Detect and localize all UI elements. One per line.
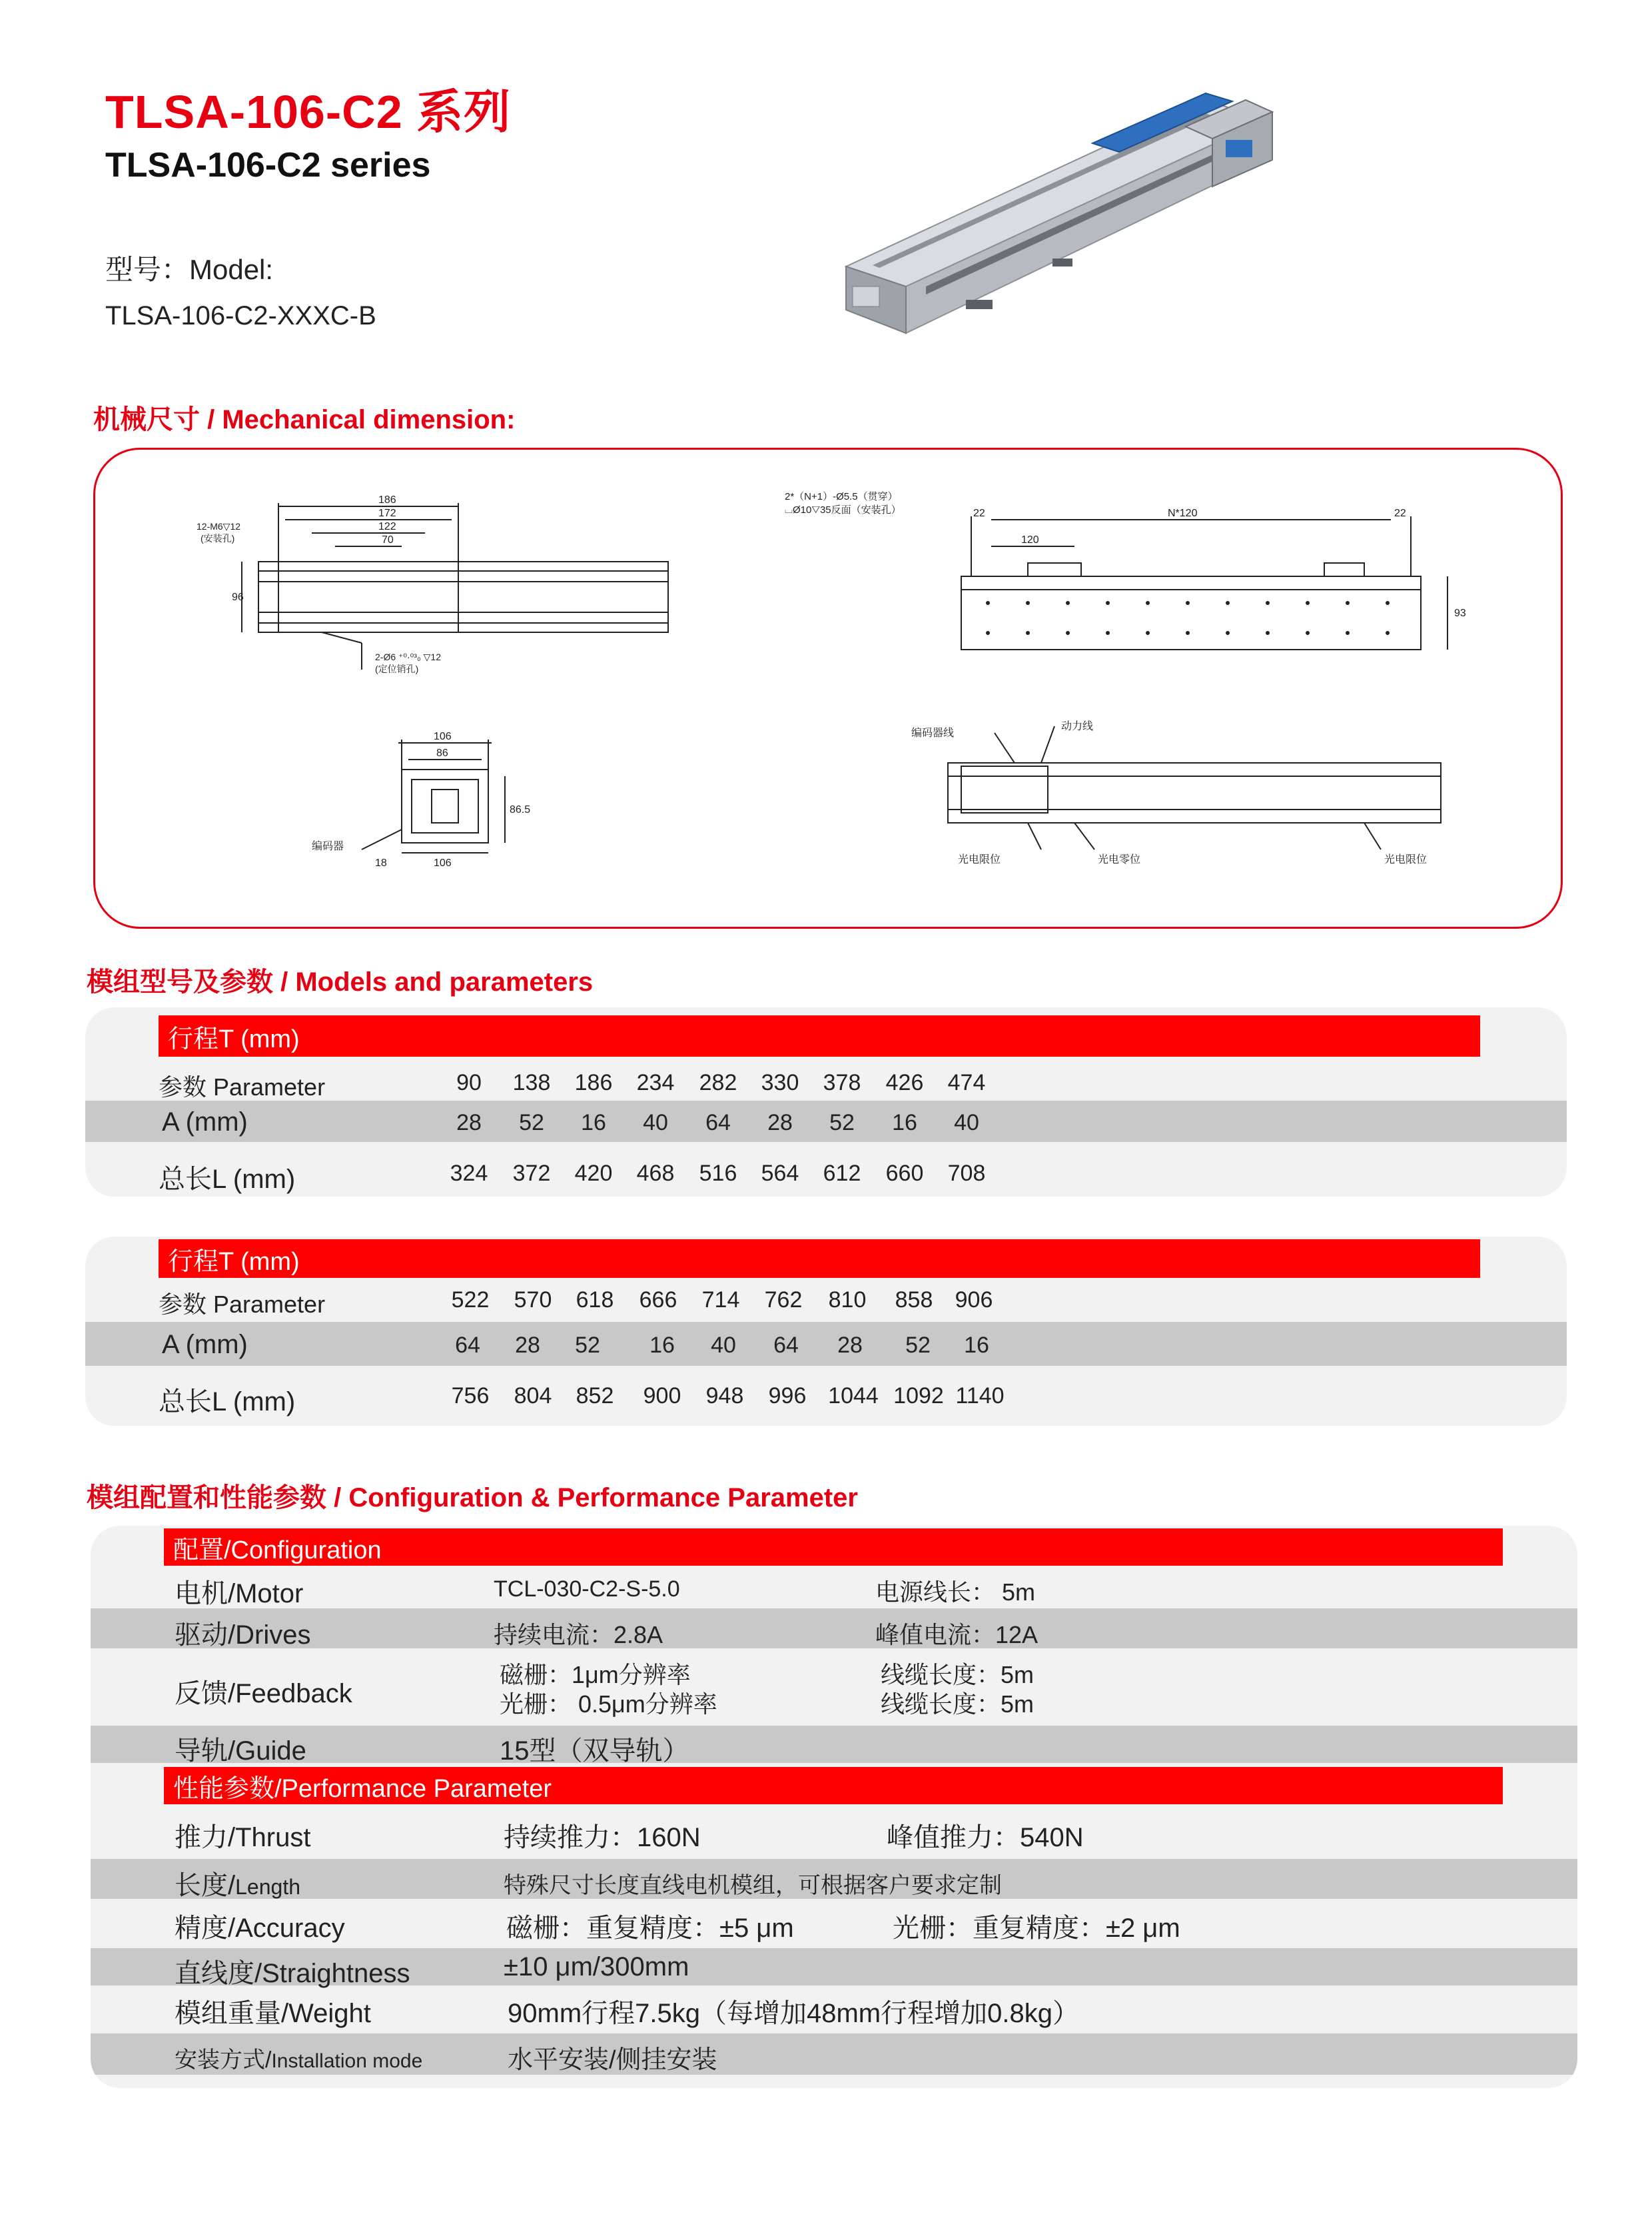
model-value: TLSA-106-C2-XXXC-B	[105, 301, 376, 330]
model-label: 型号：Model:	[105, 254, 274, 285]
l-cell: 996	[768, 1383, 807, 1408]
hole-note-cn: (安装孔)	[201, 533, 235, 544]
hole-note: 12-M6▽12	[197, 521, 241, 532]
a-cell: 52	[519, 1110, 544, 1135]
limit-left-label: 光电限位	[958, 854, 1001, 865]
end-dim-106-bottom: 106	[434, 857, 452, 869]
l-cell: 660	[885, 1161, 924, 1186]
accuracy-value: 磁栅：重复精度：±5 μm	[506, 1914, 794, 1943]
a-cell: 28	[837, 1333, 863, 1358]
l-cell: 324	[450, 1161, 488, 1186]
feedback-extra-2: 线缆长度：5m	[881, 1690, 1034, 1718]
param-cell: 186	[574, 1070, 613, 1095]
l-cell: 1140	[955, 1383, 1005, 1408]
a-cell: 40	[643, 1110, 668, 1135]
length-value: 特殊尺寸长度直线电机模组，可根据客户要求定制	[504, 1873, 1002, 1898]
l-cell: 948	[705, 1383, 744, 1408]
weight-value: 90mm行程7.5kg（每增加48mm行程增加0.8kg）	[508, 1999, 1079, 2028]
models-table-2	[85, 1237, 1567, 1426]
install-value: 水平安装/侧挂安装	[508, 2046, 717, 2074]
guide-label: 导轨/Guide	[175, 1736, 306, 1766]
motor-extra: 电源线长： 5m	[875, 1578, 1036, 1606]
a-cell: 28	[515, 1333, 540, 1358]
param-cell: 810	[828, 1287, 867, 1313]
param-cell: 90	[456, 1070, 482, 1095]
a-label: A (mm)	[162, 1107, 248, 1137]
param-cell: 330	[761, 1070, 799, 1095]
models-table-1	[85, 1007, 1567, 1197]
param-cell: 522	[451, 1287, 490, 1313]
a-cell: 16	[964, 1333, 989, 1358]
end-dim-86: 86	[436, 748, 448, 759]
encoder-label: 编码器	[312, 841, 344, 852]
param-cell: 234	[636, 1070, 675, 1095]
dim-93: 93	[1454, 608, 1466, 619]
a-cell: 64	[705, 1110, 731, 1135]
thrust-extra: 峰值推力：540N	[887, 1823, 1084, 1852]
l-cell: 900	[643, 1383, 681, 1408]
param-label: 参数 Parameter	[159, 1291, 326, 1318]
a-cell: 40	[954, 1110, 979, 1135]
straightness-label: 直线度/Straightness	[175, 1959, 410, 1988]
feedback-value-1: 磁栅：1μm分辨率	[500, 1661, 691, 1688]
mechanical-drawing-panel	[93, 448, 1563, 929]
l-label: 总长L (mm)	[159, 1165, 296, 1194]
param-cell: 618	[576, 1287, 614, 1313]
thrust-value: 持续推力：160N	[504, 1823, 701, 1852]
mechanical-drawing	[95, 450, 1561, 927]
l-cell: 756	[451, 1383, 490, 1408]
a-cell: 52	[829, 1110, 855, 1135]
a-cell: 64	[455, 1333, 480, 1358]
models-table-1-header: 行程T (mm)	[159, 1015, 1480, 1057]
section-heading-models: 模组型号及参数 / Models and parameters	[87, 967, 594, 997]
page-title-cn: TLSA-106-C2 系列	[105, 86, 512, 138]
l-cell: 852	[576, 1383, 614, 1408]
l-cell: 804	[514, 1383, 552, 1408]
end-dim-86-5: 86.5	[510, 804, 531, 816]
a-cell: 16	[892, 1110, 917, 1135]
pin-note: 2-Ø6 ⁺⁰·⁰³₀ ▽12	[375, 652, 441, 662]
a-cell: 28	[456, 1110, 482, 1135]
accuracy-extra: 光栅：重复精度：±2 μm	[893, 1914, 1180, 1943]
motor-label: 电机/Motor	[175, 1579, 304, 1608]
dim-120: 120	[1021, 534, 1039, 546]
table-row	[91, 1608, 1577, 1648]
install-label-cn: 安装方式/	[175, 2047, 272, 2073]
param-cell: 906	[955, 1287, 993, 1313]
straightness-value: ±10 μm/300mm	[504, 1952, 689, 1981]
l-cell: 468	[636, 1161, 675, 1186]
table-row	[91, 1726, 1577, 1763]
feedback-value-2: 光栅： 0.5μm分辨率	[500, 1690, 717, 1718]
feedback-extra-1: 线缆长度：5m	[881, 1661, 1034, 1688]
l-label: 总长L (mm)	[159, 1387, 296, 1416]
a-cell: 64	[773, 1333, 799, 1358]
l-cell: 1044	[828, 1383, 879, 1408]
end-dim-18: 18	[375, 857, 387, 869]
page-title-en: TLSA-106-C2 series	[105, 146, 431, 185]
dim-70: 70	[382, 534, 394, 546]
param-cell: 762	[764, 1287, 803, 1313]
feedback-label: 反馈/Feedback	[175, 1679, 352, 1708]
perf-header: 性能参数/Performance Parameter	[164, 1767, 1503, 1804]
install-label-en: Installation mode	[271, 2050, 423, 2072]
accuracy-label: 精度/Accuracy	[175, 1914, 345, 1943]
l-cell: 708	[947, 1161, 986, 1186]
encoder-line-label: 编码器线	[911, 728, 955, 739]
weight-label: 模组重量/Weight	[175, 1999, 371, 2028]
param-label: 参数 Parameter	[159, 1073, 326, 1101]
dim-96: 96	[232, 592, 244, 603]
l-cell: 1092	[893, 1383, 944, 1408]
length-label	[175, 1864, 300, 1902]
dim-186: 186	[378, 494, 396, 506]
thrust-label: 推力/Thrust	[175, 1823, 311, 1852]
drives-extra: 峰值电流：12A	[875, 1621, 1038, 1648]
end-dim-106-top: 106	[434, 731, 452, 742]
side-hole-note2: ⌴Ø10▽35反面（安装孔）	[785, 504, 901, 516]
section-heading-mechanical: 机械尺寸 / Mechanical dimension:	[93, 405, 516, 434]
motor-value: TCL-030-C2-S-5.0	[494, 1576, 680, 1602]
param-cell: 666	[639, 1287, 677, 1313]
l-cell: 420	[574, 1161, 613, 1186]
param-cell: 378	[823, 1070, 861, 1095]
a-cell: 28	[767, 1110, 793, 1135]
side-hole-note: 2*（N+1）-Ø5.5（贯穿）	[785, 491, 898, 502]
a-cell: 52	[575, 1333, 600, 1358]
pin-note-cn: (定位销孔)	[375, 664, 419, 674]
drives-label: 驱动/Drives	[175, 1620, 311, 1650]
dim-172: 172	[378, 508, 396, 519]
dim-n120: N*120	[1168, 508, 1198, 519]
models-table-2-header: 行程T (mm)	[159, 1239, 1480, 1278]
drives-value: 持续电流：2.8A	[494, 1621, 663, 1648]
product-image	[833, 87, 1286, 353]
param-cell: 474	[947, 1070, 986, 1095]
l-cell: 516	[699, 1161, 737, 1186]
zero-label: 光电零位	[1098, 854, 1141, 865]
limit-right-label: 光电限位	[1384, 854, 1428, 865]
a-label: A (mm)	[162, 1330, 248, 1359]
param-cell: 138	[512, 1070, 551, 1095]
length-label-en: Length	[235, 1875, 300, 1899]
param-cell: 570	[514, 1287, 552, 1313]
power-line-label: 动力线	[1061, 721, 1094, 732]
l-cell: 612	[823, 1161, 861, 1186]
dim-22-left: 22	[973, 508, 985, 519]
config-header: 配置/Configuration	[164, 1528, 1503, 1566]
param-cell: 858	[895, 1287, 933, 1313]
dim-22-right: 22	[1394, 508, 1406, 519]
l-cell: 564	[761, 1161, 799, 1186]
length-label-cn: 长度/	[175, 1871, 236, 1900]
a-cell: 16	[649, 1333, 675, 1358]
l-cell: 372	[512, 1161, 551, 1186]
a-cell: 40	[711, 1333, 736, 1358]
install-label	[175, 2041, 422, 2074]
a-cell: 16	[581, 1110, 606, 1135]
param-cell: 714	[701, 1287, 740, 1313]
config-table	[91, 1526, 1577, 2088]
dim-122: 122	[378, 521, 396, 532]
param-cell: 426	[885, 1070, 924, 1095]
param-cell: 282	[699, 1070, 737, 1095]
guide-value: 15型（双导轨）	[500, 1736, 689, 1766]
a-cell: 52	[905, 1333, 931, 1358]
section-heading-config: 模组配置和性能参数 / Configuration & Performance Parameter	[87, 1483, 858, 1512]
